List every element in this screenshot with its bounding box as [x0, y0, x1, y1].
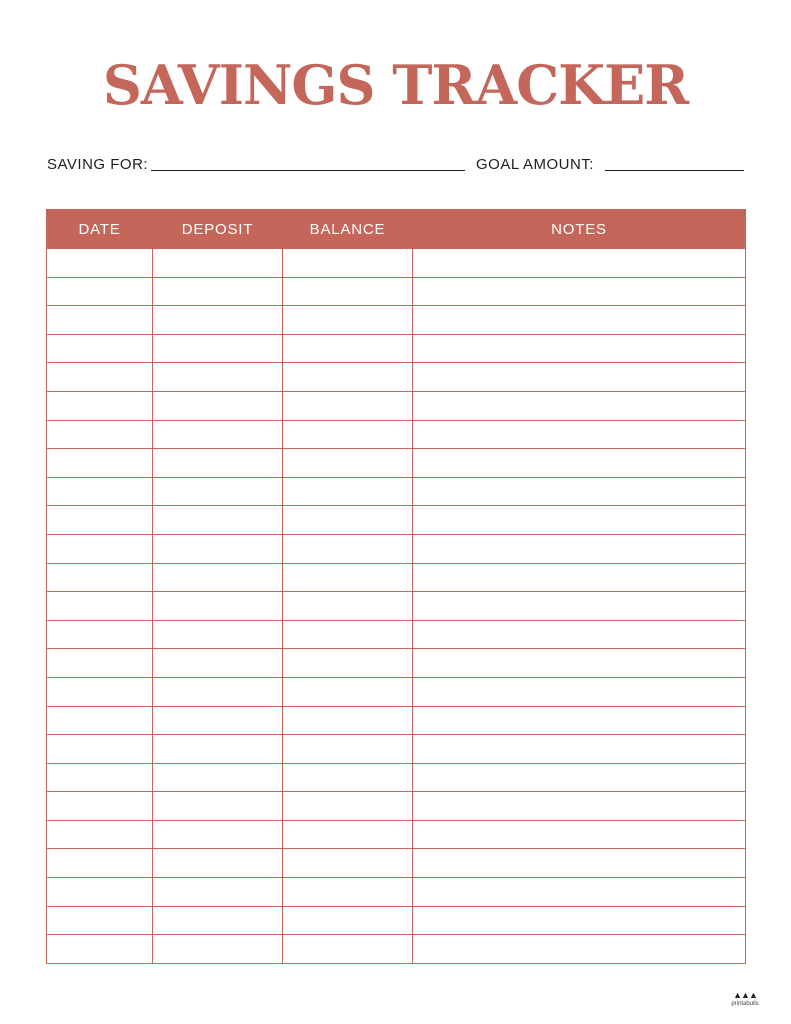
cell-deposit[interactable]	[153, 277, 283, 306]
cell-balance[interactable]	[283, 477, 413, 506]
table-row	[47, 506, 746, 535]
savings-table	[46, 209, 746, 964]
cell-deposit[interactable]	[153, 935, 283, 964]
table-row	[47, 249, 746, 278]
saving-for-line[interactable]	[151, 170, 465, 171]
header-fields	[47, 154, 744, 176]
cell-notes[interactable]	[413, 820, 746, 849]
cell-deposit[interactable]	[153, 649, 283, 678]
table-row	[47, 306, 746, 335]
cell-deposit[interactable]	[153, 563, 283, 592]
cell-notes[interactable]	[413, 506, 746, 535]
cell-balance[interactable]	[283, 620, 413, 649]
cell-notes[interactable]	[413, 306, 746, 335]
cell-balance[interactable]	[283, 763, 413, 792]
cell-deposit[interactable]	[153, 820, 283, 849]
cell-balance[interactable]	[283, 391, 413, 420]
cell-balance[interactable]	[283, 563, 413, 592]
cell-balance[interactable]	[283, 592, 413, 621]
cell-date[interactable]	[47, 878, 153, 907]
cell-deposit[interactable]	[153, 706, 283, 735]
cell-deposit[interactable]	[153, 849, 283, 878]
cell-balance[interactable]	[283, 420, 413, 449]
table-body	[47, 249, 746, 964]
cell-balance[interactable]	[283, 334, 413, 363]
column-header-deposit: DEPOSIT	[153, 210, 283, 249]
cell-date[interactable]	[47, 649, 153, 678]
cell-notes[interactable]	[413, 592, 746, 621]
cell-balance[interactable]	[283, 677, 413, 706]
cell-balance[interactable]	[283, 649, 413, 678]
table-row	[47, 906, 746, 935]
cell-date[interactable]	[47, 506, 153, 535]
cell-date[interactable]	[47, 849, 153, 878]
cell-notes[interactable]	[413, 334, 746, 363]
cell-notes[interactable]	[413, 563, 746, 592]
table-row	[47, 620, 746, 649]
cell-date[interactable]	[47, 820, 153, 849]
cell-date[interactable]	[47, 391, 153, 420]
cell-balance[interactable]	[283, 506, 413, 535]
table-row	[47, 935, 746, 964]
table-row	[47, 792, 746, 821]
table-row	[47, 534, 746, 563]
brand-logo-text: printabulls	[731, 1001, 759, 1007]
cell-date[interactable]	[47, 420, 153, 449]
cell-date[interactable]	[47, 449, 153, 478]
cell-deposit[interactable]	[153, 792, 283, 821]
cell-deposit[interactable]	[153, 620, 283, 649]
cell-balance[interactable]	[283, 906, 413, 935]
cell-notes[interactable]	[413, 792, 746, 821]
table-row	[47, 420, 746, 449]
column-header-notes: NOTES	[413, 210, 746, 249]
table-row	[47, 363, 746, 392]
table-row	[47, 277, 746, 306]
cell-deposit[interactable]	[153, 506, 283, 535]
cell-date[interactable]	[47, 306, 153, 335]
cell-balance[interactable]	[283, 849, 413, 878]
cell-date[interactable]	[47, 334, 153, 363]
cell-notes[interactable]	[413, 763, 746, 792]
cell-deposit[interactable]	[153, 677, 283, 706]
cell-deposit[interactable]	[153, 306, 283, 335]
cell-balance[interactable]	[283, 277, 413, 306]
table-row	[47, 592, 746, 621]
cell-deposit[interactable]	[153, 420, 283, 449]
table-row	[47, 677, 746, 706]
cell-balance[interactable]	[283, 363, 413, 392]
cell-deposit[interactable]	[153, 449, 283, 478]
table-header-row	[47, 210, 746, 249]
table-row	[47, 849, 746, 878]
table-row	[47, 878, 746, 907]
cell-date[interactable]	[47, 620, 153, 649]
cell-date[interactable]	[47, 935, 153, 964]
cell-deposit[interactable]	[153, 334, 283, 363]
table-row	[47, 449, 746, 478]
page-title: SAVINGS TRACKER	[102, 53, 689, 117]
cell-deposit[interactable]	[153, 592, 283, 621]
cell-notes[interactable]	[413, 878, 746, 907]
cell-date[interactable]	[47, 563, 153, 592]
cell-deposit[interactable]	[153, 363, 283, 392]
cell-notes[interactable]	[413, 534, 746, 563]
cell-balance[interactable]	[283, 820, 413, 849]
cell-date[interactable]	[47, 706, 153, 735]
bull-logo-icon: ▲▲▲	[733, 990, 757, 1000]
cell-balance[interactable]	[283, 706, 413, 735]
brand-logo	[725, 990, 765, 1012]
column-header-date: DATE	[47, 210, 153, 249]
cell-date[interactable]	[47, 792, 153, 821]
cell-balance[interactable]	[283, 792, 413, 821]
cell-date[interactable]	[47, 592, 153, 621]
cell-notes[interactable]	[413, 935, 746, 964]
cell-notes[interactable]	[413, 649, 746, 678]
cell-deposit[interactable]	[153, 477, 283, 506]
cell-deposit[interactable]	[153, 534, 283, 563]
table-row	[47, 763, 746, 792]
cell-notes[interactable]	[413, 906, 746, 935]
table-row	[47, 563, 746, 592]
cell-date[interactable]	[47, 249, 153, 278]
cell-date[interactable]	[47, 277, 153, 306]
table-row	[47, 735, 746, 764]
goal-amount-line[interactable]	[605, 170, 744, 171]
cell-notes[interactable]	[413, 477, 746, 506]
cell-notes[interactable]	[413, 735, 746, 764]
column-header-balance: BALANCE	[283, 210, 413, 249]
cell-deposit[interactable]	[153, 878, 283, 907]
cell-notes[interactable]	[413, 277, 746, 306]
table-row	[47, 477, 746, 506]
cell-deposit[interactable]	[153, 763, 283, 792]
table-row	[47, 649, 746, 678]
cell-notes[interactable]	[413, 706, 746, 735]
cell-balance[interactable]	[283, 534, 413, 563]
cell-balance[interactable]	[283, 306, 413, 335]
goal-amount-label: GOAL AMOUNT:	[476, 156, 594, 173]
cell-notes[interactable]	[413, 849, 746, 878]
cell-deposit[interactable]	[153, 249, 283, 278]
cell-notes[interactable]	[413, 449, 746, 478]
cell-date[interactable]	[47, 477, 153, 506]
savings-table-container	[46, 209, 745, 964]
cell-deposit[interactable]	[153, 391, 283, 420]
cell-notes[interactable]	[413, 620, 746, 649]
saving-for-label: SAVING FOR:	[47, 156, 149, 173]
cell-balance[interactable]	[283, 878, 413, 907]
cell-date[interactable]	[47, 763, 153, 792]
cell-notes[interactable]	[413, 363, 746, 392]
cell-balance[interactable]	[283, 449, 413, 478]
cell-date[interactable]	[47, 677, 153, 706]
cell-deposit[interactable]	[153, 906, 283, 935]
cell-notes[interactable]	[413, 391, 746, 420]
cell-notes[interactable]	[413, 420, 746, 449]
cell-notes[interactable]	[413, 249, 746, 278]
cell-balance[interactable]	[283, 249, 413, 278]
cell-notes[interactable]	[413, 677, 746, 706]
table-row	[47, 706, 746, 735]
table-row	[47, 820, 746, 849]
cell-date[interactable]	[47, 363, 153, 392]
cell-date[interactable]	[47, 534, 153, 563]
cell-balance[interactable]	[283, 935, 413, 964]
cell-date[interactable]	[47, 735, 153, 764]
cell-balance[interactable]	[283, 735, 413, 764]
table-row	[47, 391, 746, 420]
table-row	[47, 334, 746, 363]
cell-date[interactable]	[47, 906, 153, 935]
cell-deposit[interactable]	[153, 735, 283, 764]
